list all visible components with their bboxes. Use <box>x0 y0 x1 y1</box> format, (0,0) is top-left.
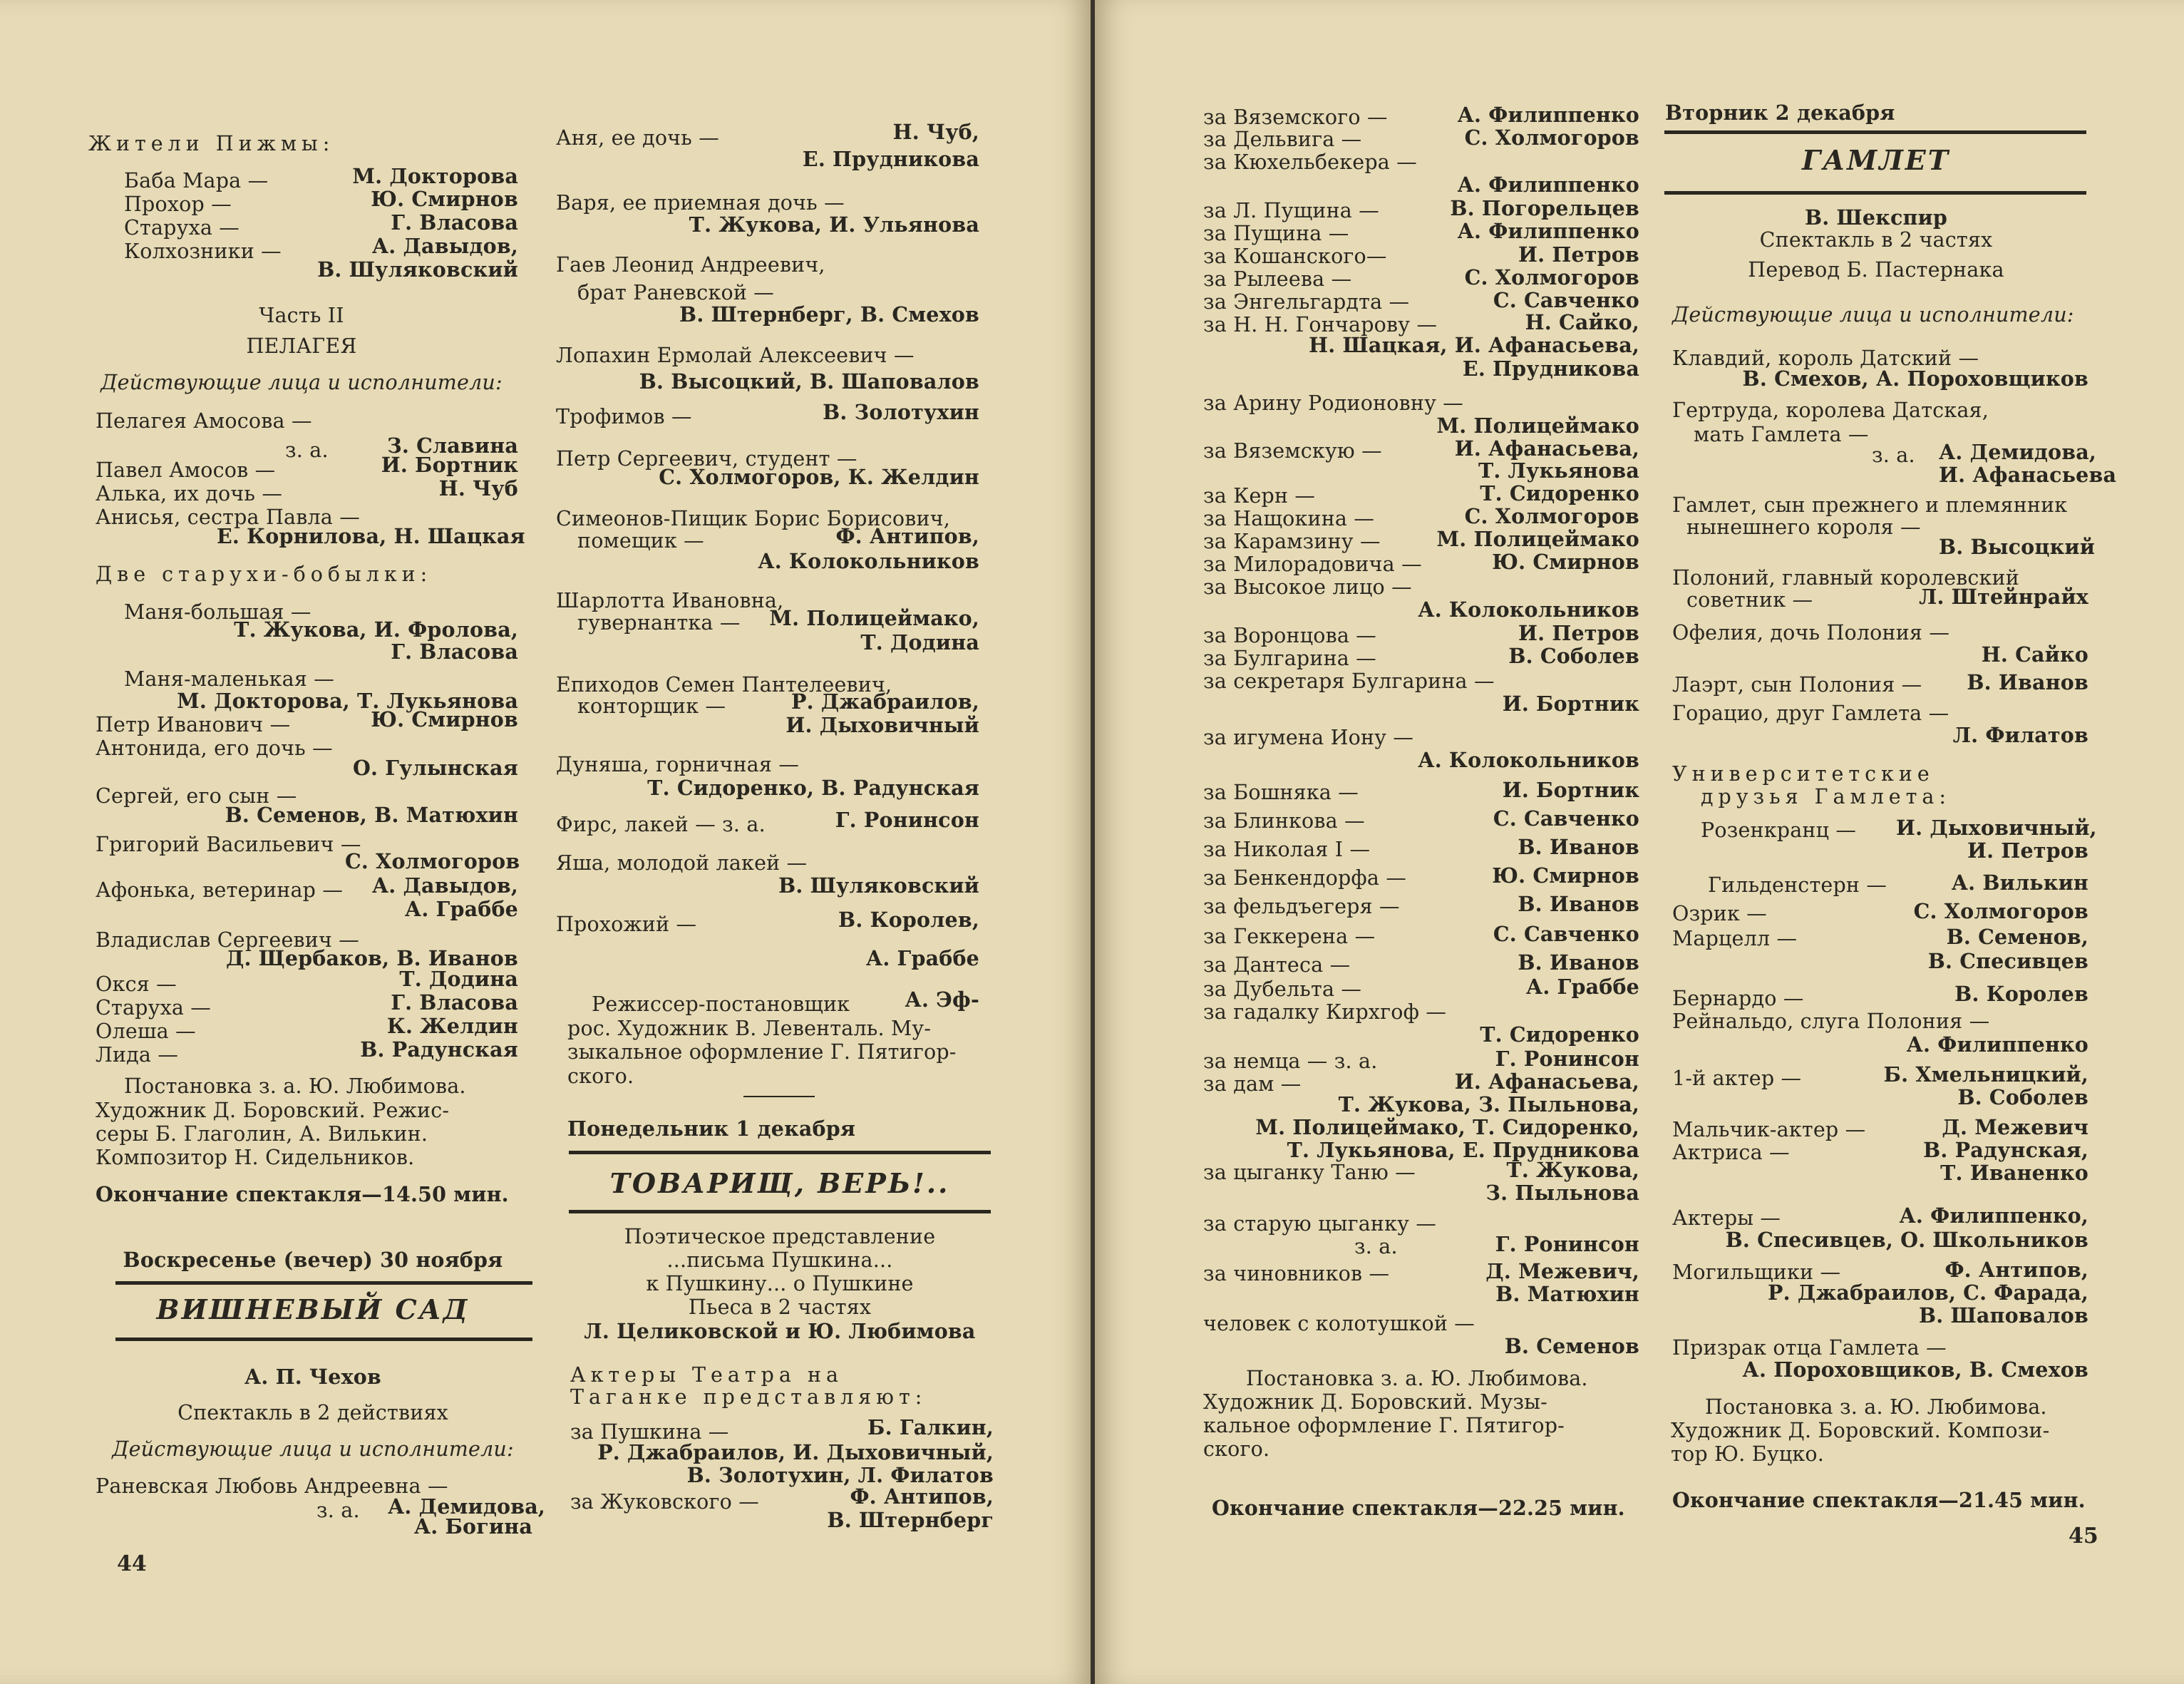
programme-line: за Дубельта — <box>1203 977 1362 1001</box>
programme-line: Шарлотта Ивановна, <box>556 589 784 612</box>
performer-text: В. Королев <box>1954 982 2088 1006</box>
performer-text: И. Петров <box>1518 242 1639 267</box>
programme-line: Две старухи-бобылки: <box>96 563 433 586</box>
programme-line: за Кюхельбекера — <box>1203 150 1417 174</box>
programme-line: за чиновников — <box>1203 1262 1390 1285</box>
programme-line: Фирс, лакей — з. а. <box>556 813 766 836</box>
performer-text: В. Шуляковский <box>778 873 979 898</box>
performer-text: В. Штернберг <box>827 1508 994 1532</box>
programme-line: Старуха — <box>96 996 212 1020</box>
performer-text: Т. Жукова, <box>1506 1158 1639 1182</box>
programme-line: Павел Амосов — <box>96 458 276 482</box>
performer-text: Г. Ронинсон <box>1495 1047 1639 1071</box>
performer-text: Б. Хмельницкий, <box>1883 1062 2088 1087</box>
programme-line: Пелагея Амосова — <box>96 409 312 433</box>
performer-text: В. Золотухин <box>823 400 979 424</box>
performer-text: Ю. Смирнов <box>1492 863 1639 888</box>
programme-line: Лопахин Ермолай Алексеевич — <box>556 344 915 367</box>
performer-text: И. Дыховичный, <box>1896 816 2097 840</box>
performer-text: И. Бортник <box>1502 692 1639 716</box>
programme-line: Баба Мара — <box>124 169 269 192</box>
programme-line: друзья Гамлета: <box>1701 785 1952 808</box>
programme-line: Прохор — <box>124 192 232 216</box>
performer-text: М. Полицеймако <box>1436 414 1639 438</box>
programme-line: помещик — <box>577 529 704 553</box>
performer-text: М. Докторова, Т. Лукьянова <box>177 689 518 713</box>
performer-text: Т. Лукьянова <box>1478 458 1639 483</box>
performer-text: А. Филиппенко, <box>1899 1203 2088 1228</box>
programme-line: кальное оформление Г. Пятигор- <box>1203 1414 1565 1437</box>
performer-text: И. Дыховичный <box>785 713 979 737</box>
performer-text: В. Радунская, <box>1923 1138 2088 1162</box>
performer-text: Б. Галкин, <box>867 1415 994 1439</box>
programme-line: за Блинкова — <box>1203 809 1365 833</box>
programme-line: Марцелл — <box>1672 927 1798 950</box>
performer-text: Е. Прудникова <box>802 147 979 171</box>
programme-line: Клавдий, король Датский — <box>1672 346 1979 370</box>
programme-line: з. а. <box>285 438 329 462</box>
performer-text: Т. Додина <box>860 630 979 654</box>
programme-line: Озрик — <box>1672 902 1767 925</box>
performer-text: В. Золотухин, Л. Филатов <box>686 1463 994 1487</box>
programme-line: Владислав Сергеевич — <box>96 928 359 952</box>
performer-text: А. Колокольников <box>758 549 979 573</box>
performer-text: В. Иванов <box>1518 835 1639 859</box>
programme-line: Гамлет, сын прежнего и племянник <box>1672 493 2068 517</box>
performer-text: В. Штернберг, В. Смехов <box>679 302 979 327</box>
programme-line: за игумена Иону — <box>1203 726 1414 749</box>
programme-line: Действующие лица и исполнители: <box>1672 303 2074 327</box>
programme-line: Афонька, ветеринар — <box>96 878 344 902</box>
performer-text: М. Полицеймако, Т. Сидоренко, <box>1255 1115 1639 1139</box>
performer-text: Т. Додина <box>399 967 518 991</box>
programme-line: Прохожий — <box>556 913 697 936</box>
rule <box>115 1338 532 1341</box>
programme-line: Действующие лица и исполнители: <box>101 371 503 394</box>
performer-text: Т. Сидоренко <box>1480 1022 1639 1047</box>
programme-line: Гертруда, королева Датская, <box>1672 399 1989 422</box>
programme-line: Актеры — <box>1672 1206 1781 1230</box>
programme-line: за Воронцова — <box>1203 624 1376 647</box>
programme-line: Антонида, его дочь — <box>96 736 333 760</box>
rule <box>1664 191 2086 195</box>
programme-line: зыкальное оформление Г. Пятигор- <box>567 1040 957 1064</box>
performer-text: В. Погорельцев <box>1450 196 1639 220</box>
programme-line: человек с колотушкой — <box>1203 1312 1475 1335</box>
programme-line: за немца — з. а. <box>1203 1049 1378 1073</box>
performer-text: А. Колокольников <box>1418 748 1639 772</box>
performer-text: С. Холмогоров <box>1464 504 1639 528</box>
performer-text: А. Эф- <box>905 987 979 1012</box>
performer-text: В. Радунская <box>360 1037 518 1062</box>
performer-text: С. Савченко <box>1493 288 1639 312</box>
programme-line: за Николая I — <box>1203 838 1371 861</box>
programme-line: Композитор Н. Сидельников. <box>96 1146 415 1169</box>
performer-text: Д. Межевич <box>1942 1115 2088 1139</box>
performer-text: В. Соболев <box>1508 644 1639 668</box>
play-title: ТОВАРИЩ, ВЕРЬ!.. <box>609 1167 950 1199</box>
programme-line: Гаев Леонид Андреевич, <box>556 253 825 277</box>
performer-text: Г. Власова <box>391 210 518 235</box>
performer-text: С. Холмогоров <box>345 849 520 873</box>
performer-text: А. П. Чехов <box>244 1365 381 1389</box>
performer-text: В. Семенов <box>1504 1334 1639 1358</box>
performer-text: Д. Межевич, <box>1485 1259 1639 1283</box>
performer-text: А. Колокольников <box>1418 597 1639 622</box>
programme-line: Рейнальдо, слуга Полония — <box>1672 1010 1990 1033</box>
programme-line: тор Ю. Буцко. <box>1671 1442 1825 1466</box>
programme-line: Поэтическое представление <box>624 1225 936 1248</box>
programme-line: Трофимов — <box>556 405 692 428</box>
performer-text: С. Холмогоров, К. Желдин <box>659 465 979 489</box>
performer-text: А. Граббе <box>865 946 979 970</box>
performer-text: В. Шекспир <box>1804 205 1948 230</box>
programme-line: Епиходов Семен Пантелеевич, <box>556 673 892 697</box>
programme-line: к Пушкину... о Пушкине <box>646 1272 914 1295</box>
programme-line: за Бенкендорфа — <box>1203 866 1407 890</box>
programme-line: за старую цыганку — <box>1203 1212 1437 1236</box>
performer-text: К. Желдин <box>386 1014 518 1038</box>
programme-line: ского. <box>1203 1437 1270 1461</box>
programme-line: брат Раневской — <box>577 281 774 304</box>
programme-line: за Керн — <box>1203 484 1316 508</box>
performer-text: Т. Иваненко <box>1940 1161 2088 1185</box>
programme-line: за Кошанского— <box>1203 245 1387 268</box>
programme-line: за Жуковского — <box>570 1490 759 1514</box>
programme-line: за Бошняка — <box>1203 781 1359 804</box>
programme-line: за Л. Пущина — <box>1203 199 1379 222</box>
programme-line: ПЕЛАГЕЯ <box>246 334 357 358</box>
programme-line: Дуняша, горничная — <box>556 753 800 776</box>
performer-text: А. Филиппенко <box>1457 173 1639 197</box>
performer-text: В. Шаповалов <box>1919 1303 2088 1328</box>
play-title: ВИШНЕВЫЙ САД <box>156 1293 470 1325</box>
programme-line: за Вяземского — <box>1203 106 1388 129</box>
programme-line: Офелия, дочь Полония — <box>1672 621 1950 645</box>
programme-line: за Нащокина — <box>1203 507 1375 530</box>
performer-text: М. Докторова <box>352 164 518 188</box>
programme-line: Маня-большая — <box>124 600 311 624</box>
performer-text: А. Демидова, <box>388 1494 546 1519</box>
play-title: ГАМЛЕТ <box>1801 144 1951 176</box>
rule <box>115 1281 532 1285</box>
performer-text: М. Полицеймако, <box>769 606 979 630</box>
performer-text: А. Граббе <box>1525 975 1639 999</box>
performer-text: Л. Филатов <box>1952 723 2088 747</box>
programme-line: за Энгельгардта — <box>1203 290 1410 314</box>
programme-line: за Геккерена — <box>1203 925 1376 948</box>
performer-text: И. Афанасьева, <box>1454 1069 1639 1094</box>
programme-line: Раневская Любовь Андреевна — <box>96 1474 448 1498</box>
performer-text: А. Пороховщиков, В. Смехов <box>1742 1357 2088 1382</box>
performer-text: И. Афанасьева <box>1939 463 2117 487</box>
performer-text: Н. Сайко <box>1981 642 2088 667</box>
programme-line: Лаэрт, сын Полония — <box>1672 673 1922 697</box>
programme-line: Полоний, главный королевский <box>1672 566 2019 590</box>
programme-line: за Булгарина — <box>1203 647 1376 670</box>
performer-text: А. Демидова, <box>1939 440 2097 464</box>
performer-text: А. Богина <box>413 1514 532 1539</box>
right-page <box>1095 0 2184 1684</box>
performer-text: В. Иванов <box>1518 950 1639 975</box>
performer-text: В. Иванов <box>1518 892 1639 916</box>
performer-text: Ф. Антипов, <box>850 1484 994 1509</box>
programme-line: Петр Иванович — <box>96 713 291 736</box>
performer-text: В. Соболев <box>1957 1085 2088 1109</box>
programme-line: за Милорадовича — <box>1203 553 1422 576</box>
performer-text: Понедельник 1 декабря <box>567 1116 856 1141</box>
performer-text: И. Петров <box>1518 621 1639 645</box>
programme-line: з. а. <box>1354 1235 1398 1258</box>
performer-text: Е. Корнилова, Н. Шацкая <box>217 524 525 548</box>
programme-line: Спектакль в 2 частях <box>1759 228 1993 252</box>
performer-text: Г. Власова <box>391 990 518 1015</box>
programme-line: Мальчик-актер — <box>1672 1118 1866 1141</box>
performer-text: В. Королев, <box>838 908 979 932</box>
performer-text: В. Семенов, <box>1946 925 2088 949</box>
performer-text: С. Савченко <box>1493 806 1639 831</box>
programme-line: Григорий Васильевич — <box>96 833 361 856</box>
performer-text: Ю. Смирнов <box>1492 550 1639 574</box>
programme-line: Художник Д. Боровский. Режис- <box>96 1099 450 1122</box>
programme-line: Окся — <box>96 972 177 996</box>
performer-text: В. Смехов, А. Пороховщиков <box>1742 366 2088 391</box>
performer-text: В. Спесивцев <box>1927 949 2088 973</box>
programme-line: за Карамзину — <box>1203 530 1381 553</box>
programme-line: за Рылеева — <box>1203 267 1352 291</box>
performer-text: В. Матюхин <box>1495 1282 1639 1306</box>
performer-text: М. Полицеймако <box>1436 527 1639 551</box>
programme-line: Постановка з. а. Ю. Любимова. <box>1705 1395 2047 1419</box>
programme-line: Симеонов-Пищик Борис Борисович, <box>556 507 951 530</box>
programme-line: Могильщики — <box>1672 1261 1841 1284</box>
rule <box>569 1210 991 1213</box>
performer-text: В. Шуляковский <box>317 257 518 282</box>
performer-text: В. Спесивцев, О. Школьников <box>1725 1228 2088 1252</box>
programme-line: Таганке представляют: <box>570 1385 927 1409</box>
programme-line: Действующие лица и исполнители: <box>112 1437 514 1461</box>
programme-line: Горацио, друг Гамлета — <box>1672 702 1949 725</box>
performer-text: Т. Сидоренко, В. Радунская <box>647 776 979 800</box>
performer-text: С. Холмогоров <box>1913 899 2088 923</box>
performer-text: Воскресенье (вечер) 30 ноября <box>123 1248 503 1272</box>
performer-text: С. Холмогоров <box>1464 125 1639 150</box>
programme-line: ского. <box>567 1064 634 1088</box>
performer-text: С. Савченко <box>1493 922 1639 946</box>
performer-text: Л. Штейнрайх <box>1919 585 2088 609</box>
programme-line: за Арину Родионовну — <box>1203 391 1464 415</box>
programme-line: ...письма Пушкина... <box>666 1248 893 1272</box>
performer-text: Т. Жукова, И. Фролова, <box>234 617 518 642</box>
programme-line: Аня, ее дочь — <box>556 126 719 150</box>
performer-text: Ф. Антипов, <box>1945 1258 2088 1282</box>
programme-line: Жители Пижмы: <box>88 132 335 155</box>
performer-text: Н. Шацкая, И. Афанасьева, <box>1309 333 1639 357</box>
performer-text: В. Семенов, В. Матюхин <box>225 803 518 827</box>
performer-text: Окончание спектакля—22.25 мин. <box>1212 1496 1625 1520</box>
programme-line: Гильденстерн — <box>1708 873 1887 897</box>
performer-text: И. Бортник <box>381 453 518 477</box>
programme-line: 1-й актер — <box>1672 1067 1802 1090</box>
programme-line: нынешнего короля — <box>1686 515 1921 539</box>
programme-line: Олеша — <box>96 1020 196 1043</box>
performer-text: Р. Джабраилов, С. Фарада, <box>1768 1280 2088 1305</box>
performer-text: Ю. Смирнов <box>371 707 518 731</box>
performer-text: Г. Власова <box>391 640 518 664</box>
performer-text: А. Давыдов, <box>371 234 518 258</box>
performer-text: Е. Прудникова <box>1462 356 1639 381</box>
programme-line: Постановка з. а. Ю. Любимова. <box>124 1074 466 1098</box>
left-page <box>0 0 1091 1684</box>
programme-line: за гадалку Кирхгоф — <box>1203 1000 1447 1024</box>
programme-line: за дам — <box>1203 1072 1302 1096</box>
programme-line: Спектакль в 2 действиях <box>177 1401 448 1424</box>
programme-line: за Пушкина — <box>570 1420 729 1444</box>
programme-line: гувернантка — <box>577 611 741 635</box>
performer-text: С. Холмогоров <box>1464 265 1639 289</box>
programme-line: Розенкранц — <box>1701 818 1857 842</box>
programme-line: Призрак отца Гамлета — <box>1672 1336 1947 1360</box>
performer-text: Вторник 2 декабря <box>1665 101 1895 125</box>
performer-text: Н. Чуб <box>438 476 518 500</box>
programme-line: за Пущина — <box>1203 222 1349 245</box>
performer-text: И. Афанасьева, <box>1454 436 1639 461</box>
programme-line: Художник Д. Боровский. Компози- <box>1671 1419 2050 1442</box>
programme-line: за секретаря Булгарина — <box>1203 669 1495 693</box>
performer-text: Р. Джабраилов, И. Дыховичный, <box>597 1440 994 1464</box>
programme-line: Старуха — <box>124 216 240 240</box>
performer-text: А. Филиппенко <box>1906 1032 2088 1057</box>
programme-line: з. а. <box>316 1499 360 1522</box>
programme-line: Сергей, его сын — <box>96 784 297 808</box>
performer-text: З. Славина <box>387 433 518 458</box>
programme-line: Художник Д. Боровский. Музы- <box>1203 1390 1547 1414</box>
performer-text: Г. Ронинсон <box>835 808 979 832</box>
page-number: 45 <box>2069 1524 2098 1549</box>
performer-text: Л. Целиковской и Ю. Любимова <box>584 1319 976 1343</box>
programme-line: за цыганку Таню — <box>1203 1161 1416 1184</box>
programme-line: серы Б. Глаголин, А. Вилькин. <box>96 1122 428 1146</box>
programme-line: советник — <box>1686 588 1813 612</box>
performer-text: Г. Ронинсон <box>1495 1232 1639 1256</box>
performer-text: Ф. Антипов, <box>835 524 979 548</box>
programme-line: Колхозники — <box>124 240 282 263</box>
rule <box>743 1096 815 1097</box>
programme-line: Актеры Театра на <box>570 1363 843 1387</box>
performer-text: Окончание спектакля—21.45 мин. <box>1672 1488 2086 1512</box>
performer-text: А. Давыдов, <box>371 873 518 898</box>
performer-text: Т. Жукова, З. Пыльнова, <box>1338 1092 1639 1116</box>
programme-line: Петр Сергеевич, студент — <box>556 447 857 471</box>
programme-line: Алька, их дочь — <box>96 482 283 505</box>
programme-line: Бернардо — <box>1672 987 1804 1010</box>
programme-line: Актриса — <box>1672 1141 1790 1164</box>
performer-text: О. Гулынская <box>353 756 518 780</box>
programme-line: Пьеса в 2 частях <box>688 1295 872 1319</box>
performer-text: Н. Сайко, <box>1525 310 1639 334</box>
programme-line: Режиссер-постановщик <box>592 992 850 1016</box>
programme-line: Постановка з. а. Ю. Любимова. <box>1246 1367 1588 1390</box>
programme-line: Варя, ее приемная дочь — <box>556 191 845 215</box>
programme-line: Маня-маленькая — <box>124 667 334 691</box>
rule <box>569 1151 991 1154</box>
performer-text: В. Иванов <box>1967 670 2088 694</box>
performer-text: И. Петров <box>1967 838 2088 863</box>
performer-text: Н. Чуб, <box>892 120 979 144</box>
programme-line: за фельдъегеря — <box>1203 895 1400 918</box>
programme-line: Перевод Б. Пастернака <box>1748 258 2004 282</box>
programme-line: за Н. Н. Гончарову — <box>1203 313 1438 337</box>
performer-text: В. Высоцкий <box>1939 535 2096 559</box>
performer-text: И. Бортник <box>1502 778 1639 802</box>
programme-line: за Дантеса — <box>1203 953 1351 977</box>
programme-line: Университетские <box>1672 762 1935 786</box>
performer-text: А. Граббе <box>404 897 518 921</box>
programme-line: Часть II <box>259 304 344 327</box>
performer-text: Т. Сидоренко <box>1480 481 1639 505</box>
performer-text: Д. Щербаков, В. Иванов <box>225 946 518 970</box>
programme-line: за Дельвига — <box>1203 128 1362 151</box>
programme-line: за Вяземскую — <box>1203 439 1382 463</box>
performer-text: Т. Лукьянова, Е. Прудникова <box>1287 1138 1639 1162</box>
performer-text: З. Пыльнова <box>1485 1181 1639 1205</box>
performer-text: В. Высоцкий, В. Шаповалов <box>639 369 979 394</box>
programme-line: мать Гамлета — <box>1694 423 1869 446</box>
performer-text: Окончание спектакля—14.50 мин. <box>96 1182 509 1206</box>
programme-line: Яша, молодой лакей — <box>556 851 808 875</box>
page-number: 44 <box>117 1551 147 1576</box>
performer-text: Т. Жукова, И. Ульянова <box>689 212 979 237</box>
performer-text: Р. Джабраилов, <box>790 689 979 714</box>
performer-text: А. Вилькин <box>1951 871 2088 895</box>
performer-text: А. Филиппенко <box>1457 219 1639 243</box>
programme-line: за Высокое лицо — <box>1203 575 1412 599</box>
programme-line: конторщик — <box>577 694 726 718</box>
programme-line: з. а. <box>1872 443 1915 467</box>
programme-line: рос. Художник В. Левенталь. Му- <box>567 1017 932 1040</box>
rule <box>1664 130 2086 134</box>
programme-line: Лида — <box>96 1043 179 1067</box>
performer-text: А. Филиппенко <box>1457 103 1639 127</box>
programme-line: Анисья, сестра Павла — <box>96 505 360 529</box>
performer-text: Ю. Смирнов <box>371 187 518 211</box>
